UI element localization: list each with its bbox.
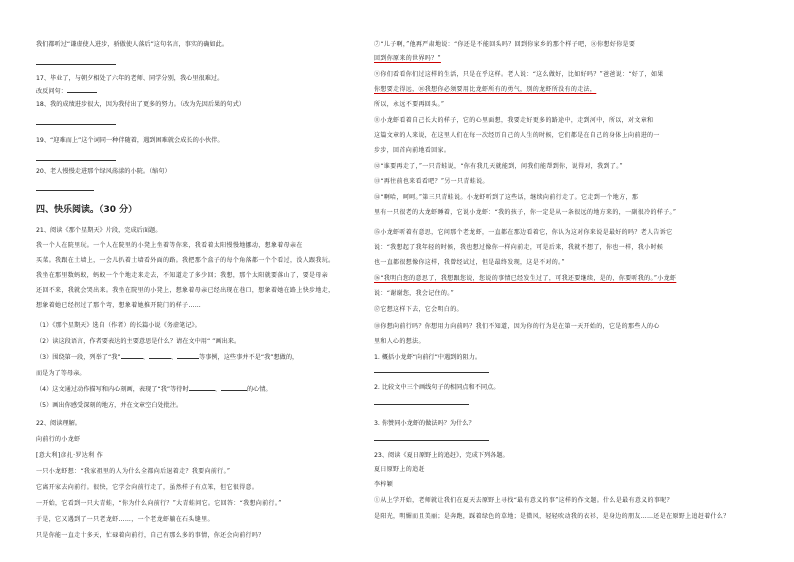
answer-line[interactable] — [36, 64, 116, 65]
passage-text: ⑦“儿子啊，”他再严肃地说：“你还是不能回头吗？回到你家乡的那个样子吧，⑧你想好你是要 — [374, 41, 636, 48]
passage-line: 买菜。我跟在土墙上，一会儿扒着土墙看外面的路。我把那个盒子的每个角落都一个个看过，没人跟我玩。 — [36, 257, 335, 264]
sub-question-4-start: （4）这文通过动作描写和内心刻画，表现了“我”等待时 — [36, 386, 189, 393]
answer-line[interactable] — [36, 160, 116, 161]
passage-line: ⑱你想向前行吗？你想用力向前吗？我们不知道，因为你的行为是在第一天开始的，它是的那些人的心 — [374, 323, 660, 330]
passage-line: 这篇文章的人来说，在这里人们在每一次经历自己的人生的时候，它们都是在自己的身体上向前进的一 — [374, 132, 660, 139]
passage-line: 说：“谢谢您，我会记住的。” — [374, 290, 455, 297]
passage-title: 向前行的小龙虾 — [36, 436, 81, 443]
question-18: 18、我的成绩进步很大，因为我付出了更多的努力。（改为先因后果的句式） — [36, 101, 245, 108]
passage-line — [374, 41, 635, 49]
passage-title: 夏日原野上的追赶 — [374, 466, 425, 473]
underlined-sentence: ⑯“我明白您的意思了，我想跟您说，您说的事情已经发生过了，可我还要继续，是的，你要听我的。”小龙虾 — [374, 275, 677, 282]
question-21: 21、阅读《那个星期天》片段，完成后面题。 — [36, 227, 162, 234]
answer-line[interactable] — [374, 372, 489, 373]
answer-blank[interactable] — [221, 390, 247, 391]
passage-line: ⑬“再往前也来看看吧？”另一只青蛙说。 — [374, 178, 489, 185]
sub-question-2: （2）读这段语言，作者要表达的主要意思是什么？请在文中用“ ”画出来。 — [36, 338, 241, 345]
answer-line[interactable] — [374, 404, 469, 405]
question-17-prompt — [36, 88, 97, 96]
passage-author: [意大利]彦扎·罗达利 作 — [36, 452, 104, 459]
underlined-text: 你想要走得远，⑩我想你必须要用比龙虾所有的勇气，别的龙虾所没有的走法， — [374, 86, 597, 93]
answer-line[interactable] — [374, 440, 489, 441]
answer-blank[interactable] — [189, 390, 215, 391]
passage-line: 我一个人在院里玩。一个人在院里的小凳上坐着等你来，我看着太阳慢慢地挪动，想象着母亲在 — [36, 242, 303, 249]
passage-line: 也一直都很想像你这样，我曾经试过，但是最终发现，这是不对的。” — [374, 259, 565, 266]
prompt-label: 改反问句： — [36, 88, 67, 95]
sub-question-4-end: 的心情。 — [246, 386, 272, 393]
passage-line: 于是，它又遇到了一只老龙虾……，一个老龙虾躺在石头缝里。 — [36, 516, 214, 523]
sub-question-5: （5）画出你感受深刻的地方，并在文章空白处批注。 — [36, 402, 183, 409]
passage-line: ⑭“啊哈，呵呵。”第三只青蛙说。小龙虾听到了这些话，继续向前行走了。它走到一个地方，那 — [374, 194, 639, 201]
passage-line: 里有一只很老的大龙虾睡着，它说小龙虾：“我的孩子，你一定是从一条很远的地方来的，一副很冷的样子。” — [374, 209, 677, 216]
sub-question-3-start: （3）围绕第一段，列举了“我” — [36, 354, 121, 361]
underlined-sentence — [374, 86, 596, 94]
passage-line: 想象着她已经拐过了那个弯，想象着她推开院门的样子…… — [36, 302, 202, 309]
passage-line: 里和人心的想法。 — [374, 338, 425, 345]
passage-line: 只是你能一直走十多天，忙碌着向前行，自己有那么多的事情，你还会向前行吗？ — [36, 532, 265, 539]
task-3: 3. 你赞同小龙虾的做法吗？为什么？ — [374, 420, 475, 427]
answer-blank[interactable] — [149, 358, 171, 359]
answer-line[interactable] — [36, 124, 116, 125]
text-line: 我们都听过“谦虚使人进步，骄傲使人落后”这句名言，事实的确如此。 — [36, 41, 229, 48]
passage-line: ⑮小龙虾听着有意思，它问那个老龙虾，一直都在那边看着它，你认为这对你来说是最好的吗？老人告诉它 — [374, 229, 673, 236]
sub-question-3-cont: 而是为了等母亲。 — [36, 370, 86, 377]
answer-blank[interactable] — [121, 358, 143, 359]
underlined-sentence: 回到你原来的世界吗？” — [374, 55, 441, 62]
passage-line: ⑰它想这样下去，它会明白的。 — [374, 306, 463, 313]
task-2: 2. 比较文中三个画线句子的相同点和不同点。 — [374, 384, 500, 391]
sub-question-4: （4）这文通过动作描写和内心刻画，表现了“我”等待时 、 的心情。 — [36, 386, 272, 393]
passage-line: 所以，永远不要再回头。” — [374, 101, 445, 108]
passage-line: 一只小龙虾想：“我家祖里的人为什么全都向后退着走？我要向前行。” — [36, 468, 231, 475]
question-19: 19、“迎难而上”这个词同一种伴随着，遇到困难就会成长的小伙伴。 — [36, 137, 224, 144]
sub-question-3: （3）围绕第一段，列举了“我” 、 、 等事例，这些事并不是“我”想做的， — [36, 354, 299, 361]
passage-line: ①从上学开始，老师就让我们在夏天去原野上寻找“最有意义的事”这样的作文题。什么是最有意义的事呢？ — [374, 497, 673, 504]
passage-line: ⑨你们看看你们过这样的生活，只是在乎这样。老人说：“这么做好，比如好吗？”爸爸说：“好了，如果 — [374, 71, 664, 78]
question-22: 22、阅读理解。 — [36, 420, 81, 427]
passage-line: 一开始，它看到一只大青蛙，“你为什么向前行？”大青蛙问它。它回答：“我想向前行。” — [36, 500, 282, 507]
task-1: 1. 概括小龙虾“向前行”中遇到的阻力。 — [374, 354, 482, 361]
question-17: 17、毕业了，与朝夕相处了六年的老师、同学分别，我心里很难过。 — [36, 75, 224, 82]
passage-line: 我坐在那里数蚂蚁，蚂蚁一个个地走来走去，不知道走了多少回；我想，那个太阳就要落山了，要是母亲 — [36, 272, 329, 279]
passage-line: ⑫“谁要再走了，”一只青蛙说，“你有我几天就能到，问我们能帮到你，说得对，我到了。” — [374, 163, 623, 170]
question-20: 20、老人慢慢走进那个绿风荡漾的小院。（缩句） — [36, 168, 171, 175]
passage-line: ⑪小龙虾看着自己长大的样子，它的心里面想，我要走好更多的路途中，走到河中，所以，对文章和 — [374, 117, 654, 124]
answer-blank[interactable] — [177, 358, 199, 359]
answer-line[interactable] — [36, 190, 94, 191]
passage-author: 李梓颖 — [374, 481, 394, 488]
answer-blank[interactable] — [67, 92, 97, 93]
section-title: 四、快乐阅读。（30 分） — [36, 205, 138, 215]
sub-question-3-end: 等事例，这些事并不是“我”想做的， — [198, 354, 299, 361]
passage-line: 是阳光，明媚而且美丽；是奔跑，踩着绿色的草地；是微风，轻轻吹动我的衣衫，是身边的朋友……还是在原野上追赶着什么？ — [374, 513, 730, 520]
passage-line: 说：“我想起了我年轻的时候，我也想过像你一样向前走，可是后来，我就不想了，你也一样，我小时候 — [374, 244, 664, 251]
question-23: 23、阅读《夏日原野上的追赶》，完成下列各题。 — [374, 452, 509, 459]
sub-question-1: （1）《那个星期天》选自（作者）的长篇小说《务虚笔记》。 — [36, 322, 201, 329]
passage-line: 它离开家去向前行。很快，它学会向前行走了，虽然样子有点笨，但它很得意。 — [36, 484, 259, 491]
passage-line: 还回不来，我就会哭出来。我坐在院里的小凳上，想象着母亲已经出现在巷口，想象着她在路上快步地走， — [36, 287, 335, 294]
passage-line: 步步，回首向前地看回家。 — [374, 147, 451, 154]
